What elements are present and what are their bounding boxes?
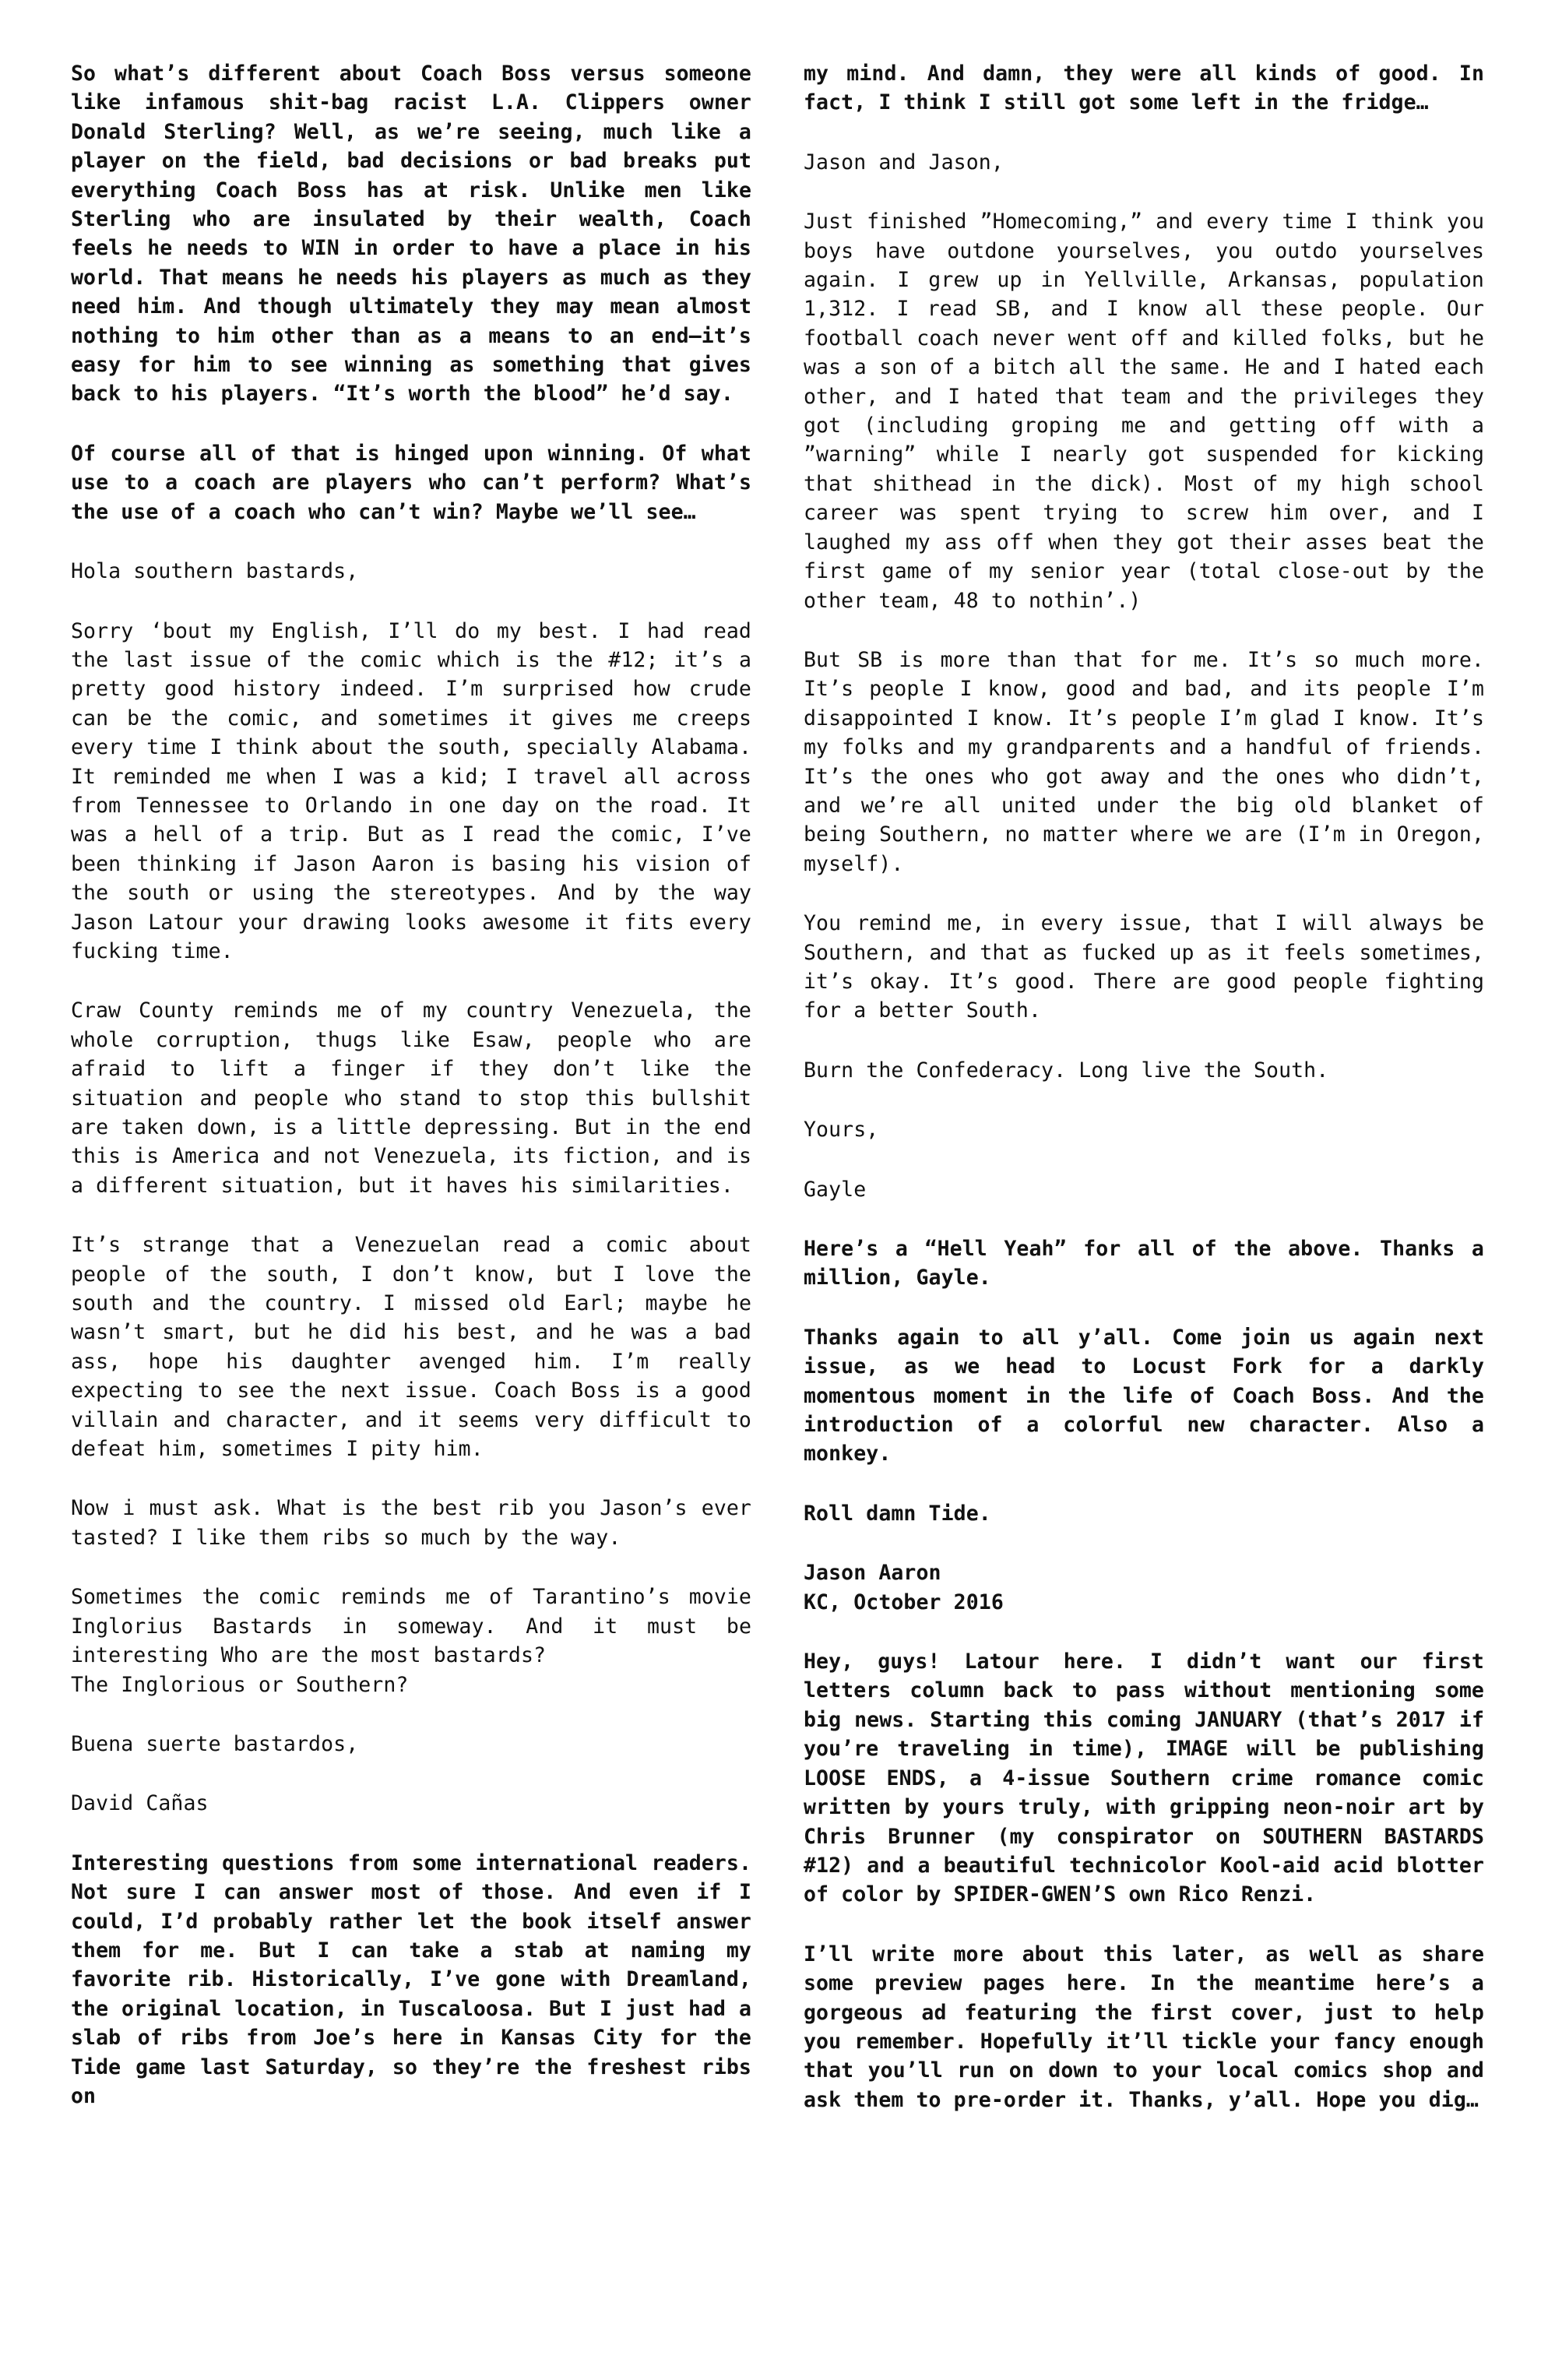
announcement-paragraph: I’ll write more about this later, as well as share some preview pages here. In the meantime here’s a gorgeous ad featuring the first cover, just to help you remember. Hopefully it’ll tickle your fancy enough that you’ll run on down to your local comics shop and ask them to pre-order it. Thanks, y’all. Hope you dig… bbox=[804, 1942, 1484, 2112]
editorial-paragraph: Of course all of that is hinged upon winning. Of what use to a coach are players who can’t perform? What’s the use of a coach who can’t win? Maybe we’ll see… bbox=[71, 441, 751, 524]
letter-paragraph: But SB is more than that for me. It’s so much more. It’s people I know, good and bad, and its people I’m disappointed I know. It’s people I’m glad I know. It’s my folks and my grandparents and a handful of friends. It’s the ones who got away and the ones who didn’t, and we’re all united under the big old blanket of being Southern, no matter where we are (I’m in Oregon, myself). bbox=[804, 647, 1484, 876]
letter-paragraph: Sorry ‘bout my English, I’ll do my best. I had read the last issue of the comic which is the #12; it’s a pretty good history indeed. I’m surprised how crude can be the comic, and sometimes it gives me creeps every time I think about the south, specially Alabama. It reminded me when I was a kid; I travel all across from Tennessee to Orlando in one day on the road. It was a hell of a trip. But as I read the comic, I’ve been thinking if Jason Aaron is basing his vision of the south or using the stereotypes. And by the way Jason Latour your drawing looks awesome it fits every fucking time. bbox=[71, 618, 751, 963]
editorial-reply: Interesting questions from some international readers. Not sure I can answer most of those. And even if I could, I’d probably rather let the book itself answer them for me. But I can take a stab at naming my favorite rib. Historically, I’ve gone with Dreamland, the original location, in Tuscaloosa. But I just had a slab of ribs from Joe’s here in Kansas City for the Tide game last Saturday, so they’re the freshest ribs on bbox=[71, 1850, 751, 2108]
letter-paragraph: Just finished ”Homecoming,” and every time I think you boys have outdone yourselves, you outdo yourselves again. I grew up in Yellville, Arkansas, population 1,312. I read SB, and I know all these people. Our football coach never went off and killed folks, but he was a son of a bitch all the same. He and I hated each other, and I hated that team and the privileges they got (including groping me and getting off with a ”warning” while I nearly got suspended for kicking that shithead in the dick). Most of my high school career was spent trying to screw him over, and I laughed my ass off when they got their asses beat the first game of my senior year (total close-out by the other team, 48 to nothin’.) bbox=[804, 209, 1484, 613]
letter-salutation: Hola southern bastards, bbox=[71, 559, 359, 584]
editorial-reply: Here’s a “Hell Yeah” for all of the above. Thanks a million, Gayle. bbox=[804, 1237, 1484, 1290]
left-column bbox=[71, 59, 751, 2141]
letter-paragraph: Sometimes the comic reminds me of Tarantino’s movie Inglorius Bastards in someway. And it must be interesting Who are the most bastards? The Inglorious or Southern? bbox=[71, 1585, 751, 1697]
editorial-reply-continued: my mind. And damn, they were all kinds of good. In fact, I think I still got some left in the fridge… bbox=[804, 62, 1484, 115]
letter-closing: Buena suerte bastardos, bbox=[71, 1731, 359, 1756]
editorial-sign-off: Roll damn Tide. bbox=[804, 1501, 991, 1526]
editorial-paragraph: So what’s different about Coach Boss versus someone like infamous shit-bag racist L.A. Clippers owner Donald Sterling? Well, as we’re seeing, much like a player on the field, bad decisions or bad breaks put everything Coach Boss has at risk. Unlike men like Sterling who are insulated by their wealth, Coach feels he needs to WIN in order to have a place in his world. That means he needs his players as much as they need him. And though ultimately they may mean almost nothing to him other than as a means to an end—it’s easy for him to see winning as something that gives back to his players. “It’s worth the blood” he’d say. bbox=[71, 62, 751, 407]
letter-salutation: Jason and Jason, bbox=[804, 150, 1004, 174]
letter-paragraph: You remind me, in every issue, that I will always be Southern, and that as fucked up as it feels sometimes, it’s okay. It’s good. There are good people fighting for a better South. bbox=[804, 911, 1484, 1023]
letter-paragraph: Now i must ask. What is the best rib you Jason’s ever tasted? I like them ribs so much by the way. bbox=[71, 1496, 751, 1550]
letter-paragraph: It’s strange that a Venezuelan read a comic about people of the south, I don’t know, but I love the south and the country. I missed old Earl; maybe he wasn’t smart, but he did his best, and he was a bad ass, hope his daughter avenged him. I’m really expecting to see the next issue. Coach Boss is a good villain and character, and it seems very difficult to defeat him, sometimes I pity him. bbox=[71, 1233, 751, 1462]
announcement-paragraph: Hey, guys! Latour here. I didn’t want our first letters column back to pass without mentioning some big news. Starting this coming JANUARY (that’s 2017 if you’re traveling in time), IMAGE will be publishing LOOSE ENDS, a 4-issue Southern crime romance comic written by yours truly, with gripping neon-noir art by Chris Brunner (my conspirator on SOUTHERN BASTARDS #12) and a beautiful technicolor Kool-aid acid blotter of color by SPIDER-GWEN’S own Rico Renzi. bbox=[804, 1649, 1484, 1907]
letter-paragraph: Burn the Confederacy. Long live the South. bbox=[804, 1058, 1329, 1083]
right-column bbox=[804, 59, 1484, 2145]
letter-signature: Gayle bbox=[804, 1177, 867, 1202]
letter-closing: Yours, bbox=[804, 1118, 879, 1142]
letter-paragraph: Craw County reminds me of my country Venezuela, the whole corruption, thugs like Esaw, people who are afraid to lift a finger if they don’t like the situation and people who stand to stop this bullshit are taken down, is a little depressing. But in the end this is America and not Venezuela, its fiction, and is a different situation, but it haves his similarities. bbox=[71, 998, 751, 1198]
editor-signature: Jason Aaron KC, October 2016 bbox=[804, 1561, 1004, 1614]
editorial-paragraph: Thanks again to all y’all. Come join us again next issue, as we head to Locust Fork for a darkly momentous moment in the life of Coach Boss. And the introduction of a colorful new character. Also a monkey. bbox=[804, 1325, 1484, 1466]
letter-signature: David Cañas bbox=[71, 1791, 209, 1816]
